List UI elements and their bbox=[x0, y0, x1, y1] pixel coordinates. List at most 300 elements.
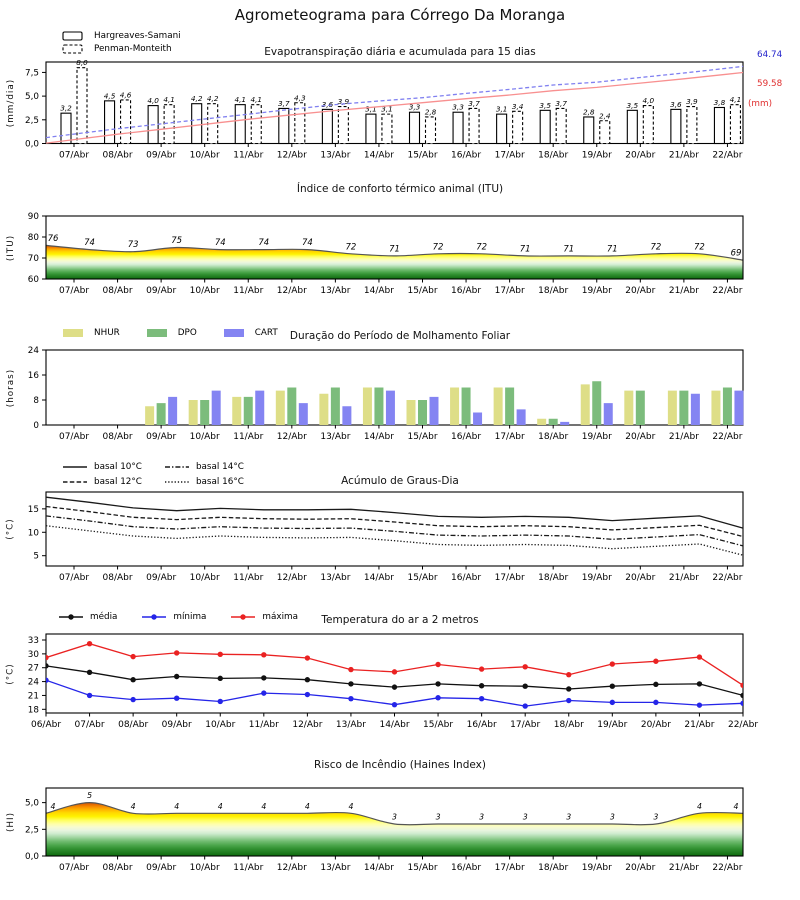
svg-text:8: 8 bbox=[33, 396, 39, 406]
penman-bar bbox=[469, 108, 479, 143]
svg-text:12/Abr: 12/Abr bbox=[292, 720, 323, 730]
svg-text:4,5: 4,5 bbox=[103, 91, 116, 101]
svg-text:3,3: 3,3 bbox=[452, 102, 464, 112]
svg-text:75: 75 bbox=[171, 236, 183, 246]
marker-swatch bbox=[230, 612, 256, 622]
svg-text:13/Abr: 13/Abr bbox=[320, 573, 351, 583]
fill-swatch bbox=[62, 328, 88, 338]
legend-label: basal 16°C bbox=[195, 476, 244, 487]
svg-text:08/Abr: 08/Abr bbox=[102, 150, 133, 161]
svg-text:08/Abr: 08/Abr bbox=[102, 573, 133, 583]
cart-bar bbox=[212, 391, 221, 425]
svg-text:21/Abr: 21/Abr bbox=[668, 432, 699, 442]
svg-text:3,8: 3,8 bbox=[713, 97, 726, 107]
svg-text:11/Abr: 11/Abr bbox=[233, 573, 264, 583]
svg-text:11/Abr: 11/Abr bbox=[233, 432, 264, 442]
svg-text:22/Abr: 22/Abr bbox=[712, 150, 743, 161]
hargreaves-bar bbox=[192, 104, 202, 144]
svg-text:17/Abr: 17/Abr bbox=[494, 286, 525, 296]
svg-text:09/Abr: 09/Abr bbox=[146, 863, 177, 873]
haines-title: Risco de Incêndio (Haines Index) bbox=[314, 759, 486, 771]
dpo-bar bbox=[287, 388, 296, 426]
svg-text:4: 4 bbox=[304, 801, 310, 811]
legend-label: Penman-Monteith bbox=[94, 44, 172, 54]
haines-ylabel: (HI) bbox=[6, 811, 17, 833]
cart-bar bbox=[342, 406, 351, 425]
svg-text:16: 16 bbox=[27, 371, 39, 381]
dpo-bar bbox=[723, 388, 732, 426]
svg-text:11/Abr: 11/Abr bbox=[233, 863, 264, 873]
nhur-bar bbox=[537, 419, 546, 425]
legend-label: DPO bbox=[177, 328, 197, 338]
hargreaves-bar bbox=[671, 109, 681, 143]
svg-text:8,0: 8,0 bbox=[76, 58, 88, 68]
hargreaves-bar bbox=[322, 109, 332, 143]
nhur-bar bbox=[624, 391, 633, 425]
wetness-ylabel: (horas) bbox=[6, 368, 17, 407]
svg-text:13/Abr: 13/Abr bbox=[335, 720, 366, 730]
hargreaves-bar bbox=[540, 110, 550, 143]
dpo-bar bbox=[418, 400, 427, 425]
svg-text:20/Abr: 20/Abr bbox=[625, 573, 656, 583]
svg-text:3: 3 bbox=[479, 812, 485, 822]
svg-text:21: 21 bbox=[27, 691, 39, 702]
svg-text:3,1: 3,1 bbox=[365, 104, 377, 114]
svg-text:07/Abr: 07/Abr bbox=[58, 863, 90, 873]
svg-text:4,0: 4,0 bbox=[642, 96, 655, 106]
legend-label: NHUR bbox=[94, 328, 120, 338]
svg-text:5,0: 5,0 bbox=[25, 798, 39, 809]
dpo-bar bbox=[244, 397, 253, 425]
degree-days-panel bbox=[0, 458, 800, 598]
svg-text:11/Abr: 11/Abr bbox=[233, 150, 264, 161]
svg-text:3: 3 bbox=[566, 812, 572, 822]
svg-text:09/Abr: 09/Abr bbox=[161, 720, 192, 730]
svg-text:7,5: 7,5 bbox=[25, 68, 39, 79]
dpo-bar bbox=[636, 391, 645, 425]
svg-text:08/Abr: 08/Abr bbox=[118, 720, 149, 730]
hargreaves-cumulative-total: 59.58 bbox=[757, 79, 783, 89]
dpo-bar bbox=[331, 388, 340, 426]
svg-text:22/Abr: 22/Abr bbox=[712, 432, 743, 442]
svg-text:4: 4 bbox=[261, 801, 267, 811]
svg-text:11/Abr: 11/Abr bbox=[233, 286, 264, 296]
svg-text:90: 90 bbox=[27, 212, 39, 222]
svg-text:3: 3 bbox=[435, 812, 441, 822]
svg-text:3,1: 3,1 bbox=[495, 104, 508, 114]
penman-bar bbox=[426, 117, 436, 144]
nhur-bar bbox=[450, 388, 459, 426]
svg-text:19/Abr: 19/Abr bbox=[581, 286, 612, 296]
temp-ylabel: (°C) bbox=[6, 662, 16, 685]
svg-text:10/Abr: 10/Abr bbox=[189, 863, 220, 873]
svg-text:4,2: 4,2 bbox=[190, 94, 203, 104]
legend-item-penman-monteith bbox=[62, 44, 172, 54]
temp-title: Temperatura do ar a 2 metros bbox=[321, 614, 479, 626]
nhur-bar bbox=[711, 391, 720, 425]
svg-text:72: 72 bbox=[476, 242, 488, 253]
svg-text:19/Abr: 19/Abr bbox=[581, 573, 612, 583]
temp-ylabel-wrap bbox=[2, 634, 20, 713]
penman-bar bbox=[600, 121, 610, 144]
svg-text:3,6: 3,6 bbox=[321, 99, 334, 109]
dpo-bar bbox=[462, 388, 471, 426]
series-mínima bbox=[43, 677, 745, 708]
svg-text:21/Abr: 21/Abr bbox=[668, 286, 699, 296]
svg-text:27: 27 bbox=[27, 663, 39, 674]
nhur-bar bbox=[668, 391, 677, 425]
svg-text:19/Abr: 19/Abr bbox=[581, 432, 612, 442]
legend-label: basal 12°C bbox=[94, 476, 142, 487]
svg-text:30: 30 bbox=[27, 649, 39, 660]
svg-text:0,0: 0,0 bbox=[25, 852, 39, 862]
nhur-bar bbox=[494, 388, 503, 426]
hargreaves-bar bbox=[584, 117, 594, 144]
cart-bar bbox=[604, 403, 613, 425]
itu-title: Índice de conforto térmico animal (ITU) bbox=[296, 183, 504, 195]
legend-label: CART bbox=[254, 328, 278, 338]
svg-text:07/Abr: 07/Abr bbox=[58, 286, 90, 296]
hargreaves-bar bbox=[453, 112, 463, 143]
hargreaves-bar bbox=[497, 114, 507, 143]
svg-text:5,0: 5,0 bbox=[25, 92, 39, 103]
svg-text:16/Abr: 16/Abr bbox=[451, 573, 482, 583]
svg-text:4,0: 4,0 bbox=[147, 96, 159, 106]
cart-bar bbox=[386, 391, 395, 425]
svg-text:14/Abr: 14/Abr bbox=[363, 432, 394, 442]
svg-text:18: 18 bbox=[27, 705, 39, 716]
svg-text:16/Abr: 16/Abr bbox=[451, 432, 482, 442]
svg-text:13/Abr: 13/Abr bbox=[320, 286, 351, 296]
legend-item-basal-12-c bbox=[62, 477, 142, 487]
leaf-wetness-plot bbox=[0, 325, 800, 455]
svg-text:15/Abr: 15/Abr bbox=[407, 150, 438, 161]
svg-text:20/Abr: 20/Abr bbox=[625, 863, 656, 873]
svg-text:18/Abr: 18/Abr bbox=[538, 573, 569, 583]
cart-bar bbox=[734, 391, 743, 425]
legend-label: basal 10°C bbox=[94, 461, 142, 472]
legend-item-dpo bbox=[146, 328, 197, 338]
degreedays-ylabel: (°C) bbox=[6, 518, 16, 540]
series-basal 16°C bbox=[46, 526, 743, 556]
svg-text:16/Abr: 16/Abr bbox=[451, 286, 482, 296]
svg-text:4,3: 4,3 bbox=[294, 93, 306, 103]
hargreaves-bar bbox=[235, 105, 245, 144]
itu-ylabel-wrap bbox=[2, 216, 20, 279]
svg-text:4: 4 bbox=[174, 801, 180, 811]
dpo-bar bbox=[592, 381, 601, 425]
svg-text:3: 3 bbox=[392, 812, 397, 822]
leaf-wetness-panel bbox=[0, 325, 800, 455]
svg-text:0: 0 bbox=[33, 421, 39, 431]
svg-text:20/Abr: 20/Abr bbox=[625, 432, 656, 442]
dpo-bar bbox=[549, 419, 558, 425]
svg-text:4: 4 bbox=[733, 801, 739, 811]
svg-text:21/Abr: 21/Abr bbox=[668, 150, 699, 161]
svg-text:13/Abr: 13/Abr bbox=[320, 863, 351, 873]
svg-text:15/Abr: 15/Abr bbox=[407, 573, 438, 583]
cart-bar bbox=[430, 397, 439, 425]
hargreaves-bar bbox=[105, 101, 115, 144]
line-swatch bbox=[62, 462, 88, 472]
svg-text:19/Abr: 19/Abr bbox=[581, 863, 612, 873]
svg-text:76: 76 bbox=[47, 233, 59, 244]
svg-text:06/Abr: 06/Abr bbox=[30, 720, 62, 730]
evapo-legend bbox=[62, 31, 181, 54]
svg-text:5: 5 bbox=[87, 791, 93, 801]
bar-swatch bbox=[62, 44, 88, 54]
svg-text:3,7: 3,7 bbox=[278, 98, 290, 108]
legend-label: mínima bbox=[173, 612, 207, 622]
svg-text:18/Abr: 18/Abr bbox=[538, 432, 569, 442]
svg-text:3: 3 bbox=[653, 812, 659, 822]
svg-text:14/Abr: 14/Abr bbox=[379, 720, 410, 730]
svg-text:24: 24 bbox=[27, 346, 39, 356]
penman-bar bbox=[513, 111, 523, 143]
svg-text:16/Abr: 16/Abr bbox=[451, 150, 482, 161]
marker-swatch bbox=[58, 612, 84, 622]
svg-text:71: 71 bbox=[606, 244, 618, 255]
svg-text:21/Abr: 21/Abr bbox=[668, 863, 699, 873]
svg-text:3: 3 bbox=[522, 812, 528, 822]
fill-swatch bbox=[223, 328, 249, 338]
legend-item-nhur bbox=[62, 328, 120, 338]
legend-label: máxima bbox=[262, 612, 298, 622]
line-swatch bbox=[164, 462, 190, 472]
svg-text:07/Abr: 07/Abr bbox=[58, 432, 90, 442]
cart-bar bbox=[299, 403, 308, 425]
svg-text:71: 71 bbox=[563, 244, 575, 255]
penman-bar bbox=[687, 107, 697, 144]
svg-text:10: 10 bbox=[27, 528, 39, 539]
hargreaves-bar bbox=[61, 113, 71, 143]
svg-text:2,5: 2,5 bbox=[25, 115, 39, 126]
svg-text:2,5: 2,5 bbox=[25, 825, 39, 836]
svg-text:72: 72 bbox=[345, 242, 357, 253]
svg-text:09/Abr: 09/Abr bbox=[146, 573, 177, 583]
svg-text:4: 4 bbox=[217, 801, 223, 811]
svg-text:72: 72 bbox=[650, 242, 662, 253]
svg-text:15/Abr: 15/Abr bbox=[423, 720, 454, 730]
svg-text:07/Abr: 07/Abr bbox=[58, 573, 90, 583]
svg-text:20/Abr: 20/Abr bbox=[640, 720, 671, 730]
series-basal 10°C bbox=[46, 497, 743, 528]
svg-text:71: 71 bbox=[389, 244, 400, 255]
penman-bar bbox=[382, 114, 392, 143]
svg-text:13/Abr: 13/Abr bbox=[320, 150, 351, 161]
nhur-bar bbox=[232, 397, 241, 425]
penman-bar bbox=[643, 106, 653, 144]
temp-legend bbox=[58, 612, 298, 622]
svg-text:3,5: 3,5 bbox=[539, 100, 551, 110]
svg-text:14/Abr: 14/Abr bbox=[363, 150, 394, 161]
itu-ylabel: (ITU) bbox=[6, 234, 16, 261]
svg-text:3,7: 3,7 bbox=[555, 98, 567, 108]
series-basal 12°C bbox=[46, 507, 743, 537]
legend-label: Hargreaves-Samani bbox=[94, 31, 181, 41]
svg-text:22/Abr: 22/Abr bbox=[712, 573, 743, 583]
svg-text:4: 4 bbox=[130, 801, 136, 811]
hargreaves-bar bbox=[627, 110, 637, 143]
svg-text:80: 80 bbox=[27, 233, 39, 243]
svg-text:72: 72 bbox=[432, 242, 444, 253]
svg-text:12/Abr: 12/Abr bbox=[276, 573, 307, 583]
svg-text:4,1: 4,1 bbox=[163, 95, 175, 105]
svg-text:0,0: 0,0 bbox=[25, 139, 39, 150]
penman-bar bbox=[338, 107, 348, 144]
svg-text:60: 60 bbox=[27, 275, 39, 285]
svg-text:12/Abr: 12/Abr bbox=[276, 286, 307, 296]
hargreaves-bar bbox=[410, 112, 420, 143]
svg-text:4,2: 4,2 bbox=[206, 94, 219, 104]
dpo-bar bbox=[505, 388, 514, 426]
legend-item-basal-10-c bbox=[62, 462, 142, 472]
nhur-bar bbox=[189, 400, 198, 425]
nhur-bar bbox=[145, 406, 154, 425]
wetness-title: Duração do Período de Molhamento Foliar bbox=[289, 330, 511, 342]
hargreaves-bar bbox=[279, 108, 289, 143]
wetness-ylabel-wrap bbox=[2, 350, 20, 425]
svg-text:15/Abr: 15/Abr bbox=[407, 286, 438, 296]
svg-text:22/Abr: 22/Abr bbox=[727, 720, 759, 730]
degreedays-ylabel-wrap bbox=[2, 492, 20, 566]
svg-text:19/Abr: 19/Abr bbox=[581, 150, 612, 161]
svg-text:17/Abr: 17/Abr bbox=[494, 573, 525, 583]
itu-panel bbox=[0, 178, 800, 312]
svg-text:10/Abr: 10/Abr bbox=[205, 720, 236, 730]
penman-bar bbox=[251, 105, 261, 144]
svg-text:17/Abr: 17/Abr bbox=[494, 863, 525, 873]
svg-text:3,7: 3,7 bbox=[468, 98, 480, 108]
svg-text:07/Abr: 07/Abr bbox=[58, 150, 90, 161]
svg-text:4: 4 bbox=[50, 801, 56, 811]
svg-text:3,4: 3,4 bbox=[511, 101, 524, 111]
fire-risk-panel bbox=[0, 752, 800, 882]
wetness-legend bbox=[62, 328, 278, 338]
fire-risk-plot bbox=[0, 752, 800, 882]
cart-bar bbox=[691, 394, 700, 425]
dpo-bar bbox=[679, 391, 688, 425]
svg-text:2,8: 2,8 bbox=[424, 107, 437, 117]
hargreaves-bar bbox=[366, 114, 376, 143]
cart-bar bbox=[168, 397, 177, 425]
haines-area bbox=[46, 803, 743, 856]
svg-text:18/Abr: 18/Abr bbox=[538, 150, 569, 161]
svg-text:14/Abr: 14/Abr bbox=[363, 573, 394, 583]
nhur-bar bbox=[276, 391, 285, 425]
air-temperature-panel bbox=[0, 610, 800, 742]
svg-text:2,8: 2,8 bbox=[582, 107, 595, 117]
svg-text:22/Abr: 22/Abr bbox=[712, 863, 743, 873]
hargreaves-bar bbox=[714, 107, 724, 143]
itu-plot bbox=[0, 178, 800, 312]
cart-bar bbox=[560, 422, 569, 425]
svg-text:4,1: 4,1 bbox=[234, 95, 247, 105]
penman-bar bbox=[164, 105, 174, 144]
svg-text:5: 5 bbox=[33, 551, 39, 562]
evapo-ylabel: (mm/dia) bbox=[6, 78, 17, 128]
legend-item-m-nima bbox=[141, 612, 206, 622]
svg-text:24: 24 bbox=[27, 677, 39, 688]
legend-item-basal-14-c bbox=[164, 462, 244, 472]
svg-text:3,9: 3,9 bbox=[337, 97, 350, 107]
svg-text:2,4: 2,4 bbox=[598, 111, 611, 121]
svg-text:20/Abr: 20/Abr bbox=[625, 286, 656, 296]
legend-label: média bbox=[90, 612, 118, 622]
svg-text:13/Abr: 13/Abr bbox=[320, 432, 351, 442]
svg-text:16/Abr: 16/Abr bbox=[466, 720, 497, 730]
svg-text:12/Abr: 12/Abr bbox=[276, 150, 307, 161]
dpo-bar bbox=[200, 400, 209, 425]
svg-text:16/Abr: 16/Abr bbox=[451, 863, 482, 873]
svg-text:4,1: 4,1 bbox=[729, 95, 742, 105]
svg-text:10/Abr: 10/Abr bbox=[189, 573, 220, 583]
svg-text:07/Abr: 07/Abr bbox=[74, 720, 105, 730]
svg-text:3,2: 3,2 bbox=[60, 103, 72, 113]
svg-text:15/Abr: 15/Abr bbox=[407, 863, 438, 873]
svg-text:12/Abr: 12/Abr bbox=[276, 432, 307, 442]
series-basal 14°C bbox=[46, 516, 743, 546]
svg-text:21/Abr: 21/Abr bbox=[684, 720, 715, 730]
svg-text:09/Abr: 09/Abr bbox=[146, 432, 177, 442]
legend-label: basal 14°C bbox=[195, 461, 244, 472]
dpo-bar bbox=[157, 403, 166, 425]
svg-text:3,5: 3,5 bbox=[626, 100, 639, 110]
penman-bar bbox=[121, 100, 131, 144]
svg-text:15/Abr: 15/Abr bbox=[407, 432, 438, 442]
svg-text:08/Abr: 08/Abr bbox=[102, 863, 133, 873]
nhur-bar bbox=[581, 384, 590, 425]
evapo-title: Evapotranspiração diária e acumulada para 15 dias bbox=[264, 46, 536, 58]
svg-text:3,3: 3,3 bbox=[408, 102, 421, 112]
svg-text:12/Abr: 12/Abr bbox=[276, 863, 307, 873]
nhur-bar bbox=[319, 394, 328, 425]
svg-text:08/Abr: 08/Abr bbox=[102, 432, 133, 442]
svg-text:69: 69 bbox=[730, 248, 742, 259]
nhur-bar bbox=[363, 388, 372, 426]
svg-text:3,9: 3,9 bbox=[686, 97, 698, 107]
svg-text:73: 73 bbox=[127, 240, 139, 251]
svg-text:3,1: 3,1 bbox=[381, 104, 393, 114]
svg-text:14/Abr: 14/Abr bbox=[363, 863, 394, 873]
degreedays-title: Acúmulo de Graus-Dia bbox=[341, 475, 459, 487]
svg-text:10/Abr: 10/Abr bbox=[189, 286, 220, 296]
svg-text:15: 15 bbox=[27, 504, 39, 515]
fill-swatch bbox=[146, 328, 172, 338]
svg-text:72: 72 bbox=[694, 242, 705, 253]
svg-text:74: 74 bbox=[84, 238, 95, 249]
line-swatch bbox=[62, 477, 88, 487]
legend-item-basal-16-c bbox=[164, 477, 244, 487]
svg-text:70: 70 bbox=[27, 254, 39, 264]
svg-text:19/Abr: 19/Abr bbox=[597, 720, 628, 730]
svg-text:10/Abr: 10/Abr bbox=[189, 432, 220, 442]
svg-text:22/Abr: 22/Abr bbox=[712, 286, 743, 296]
svg-text:33: 33 bbox=[27, 636, 39, 647]
svg-text:21/Abr: 21/Abr bbox=[668, 573, 699, 583]
svg-text:3,6: 3,6 bbox=[670, 99, 682, 109]
nhur-bar bbox=[407, 400, 416, 425]
penman-bar bbox=[730, 105, 740, 144]
dpo-bar bbox=[374, 388, 383, 426]
svg-text:74: 74 bbox=[301, 238, 313, 249]
svg-text:09/Abr: 09/Abr bbox=[146, 150, 177, 161]
svg-text:4,6: 4,6 bbox=[119, 90, 132, 100]
legend-item-m-xima bbox=[230, 612, 298, 622]
svg-text:17/Abr: 17/Abr bbox=[510, 720, 541, 730]
evapotranspiration-panel bbox=[0, 30, 800, 172]
legend-item-hargreaves-samani bbox=[62, 31, 181, 41]
